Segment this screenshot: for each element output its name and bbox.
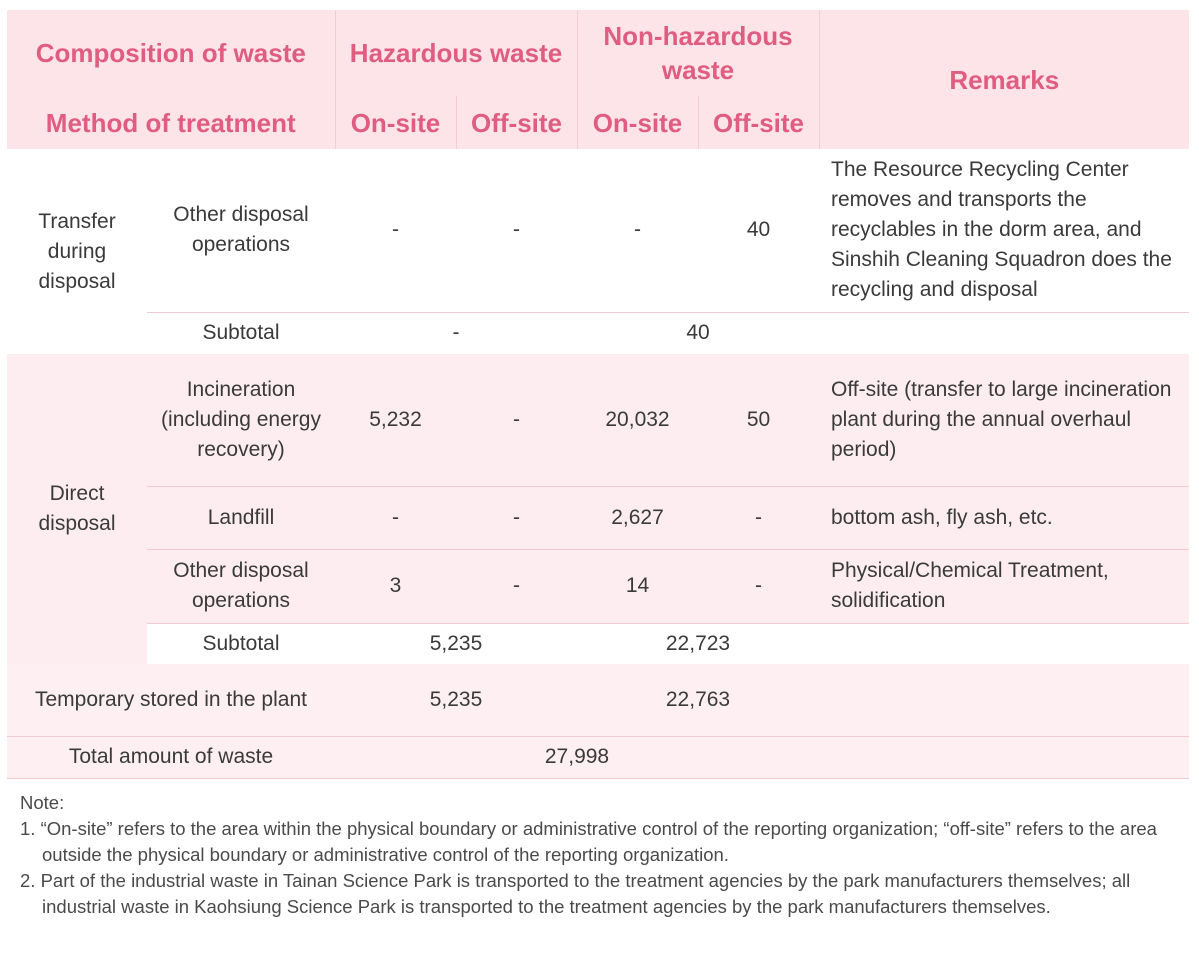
non-off-cell: -	[698, 486, 819, 549]
haz-off-cell: -	[456, 354, 577, 486]
remark-cell: Off-site (transfer to large incineration plant during the annual overhaul period)	[819, 354, 1189, 486]
waste-disposal-table	[7, 10, 1189, 779]
temporary-non-hazardous: 22,763	[577, 664, 819, 736]
subtotal-hazardous: 5,235	[335, 623, 577, 664]
subtotal-label: Subtotal	[147, 312, 335, 354]
haz-on-cell: -	[335, 486, 456, 549]
haz-off-cell: -	[456, 549, 577, 623]
direct-group-label: Direct disposal	[7, 354, 147, 664]
haz-on-cell: 3	[335, 549, 456, 623]
temporary-label: Temporary stored in the plant	[7, 664, 335, 736]
total-label: Total amount of waste	[7, 736, 335, 778]
method-cell: Landfill	[147, 486, 335, 549]
notes-title: Note:	[20, 792, 65, 813]
non-off-cell: 40	[698, 149, 819, 312]
temporary-remark	[819, 664, 1189, 736]
hazardous-on-site-header: On-site	[335, 96, 456, 149]
non-hazardous-off-site-header: Off-site	[698, 96, 819, 149]
non-off-cell: 50	[698, 354, 819, 486]
non-on-cell: 2,627	[577, 486, 698, 549]
non-off-cell: -	[698, 549, 819, 623]
total-row	[7, 736, 1189, 778]
hazardous-header: Hazardous waste	[335, 10, 577, 96]
composition-header: Composition of waste	[7, 10, 335, 96]
note-item: 1. “On-site” refers to the area within the physical boundary or administrative control of the reporting organization; “off-site” refers to the area outside the physical boundary or administrative control of the reporting organization.	[20, 818, 1157, 865]
haz-on-cell: 5,232	[335, 354, 456, 486]
non-on-cell: 20,032	[577, 354, 698, 486]
header-row-composition	[7, 10, 1189, 96]
subtotal-hazardous: -	[335, 312, 577, 354]
table-row	[7, 354, 1189, 486]
subtotal-label: Subtotal	[147, 623, 335, 664]
method-cell: Other disposal operations	[147, 149, 335, 312]
subtotal-remark	[819, 623, 1189, 664]
hazardous-off-site-header: Off-site	[456, 96, 577, 149]
remark-cell: The Resource Recycling Center removes and transports the recyclables in the dorm area, and Sinshih Cleaning Squadron does the recycling and disposal	[819, 149, 1189, 312]
note-item: 2. Part of the industrial waste in Tainan Science Park is transported to the treatment agencies by the park manufacturers themselves; all industrial waste in Kaohsiung Science Park is transported to the treatment agencies by the park manufacturers themselves.	[20, 870, 1131, 917]
haz-off-cell: -	[456, 486, 577, 549]
non-hazardous-on-site-header: On-site	[577, 96, 698, 149]
table-row	[7, 149, 1189, 312]
remark-cell: bottom ash, fly ash, etc.	[819, 486, 1189, 549]
notes-section	[20, 790, 1185, 920]
method-cell: Incineration (including energy recovery)	[147, 354, 335, 486]
haz-on-cell: -	[335, 149, 456, 312]
table-row	[7, 549, 1189, 623]
temporary-hazardous: 5,235	[335, 664, 577, 736]
total-remark	[819, 736, 1189, 778]
remark-cell: Physical/Chemical Treatment, solidification	[819, 549, 1189, 623]
subtotal-non-hazardous: 40	[577, 312, 819, 354]
subtotal-row	[7, 623, 1189, 664]
method-header: Method of treatment	[7, 96, 335, 149]
remarks-header: Remarks	[819, 10, 1189, 149]
method-cell: Other disposal operations	[147, 549, 335, 623]
temporary-row	[7, 664, 1189, 736]
total-value: 27,998	[335, 736, 819, 778]
waste-table-container	[7, 10, 1189, 779]
non-hazardous-header: Non-hazardous waste	[577, 10, 819, 96]
transfer-group-label: Transfer during disposal	[7, 149, 147, 354]
subtotal-remark	[819, 312, 1189, 354]
non-on-cell: 14	[577, 549, 698, 623]
haz-off-cell: -	[456, 149, 577, 312]
subtotal-non-hazardous: 22,723	[577, 623, 819, 664]
table-row	[7, 486, 1189, 549]
non-on-cell: -	[577, 149, 698, 312]
subtotal-row	[7, 312, 1189, 354]
